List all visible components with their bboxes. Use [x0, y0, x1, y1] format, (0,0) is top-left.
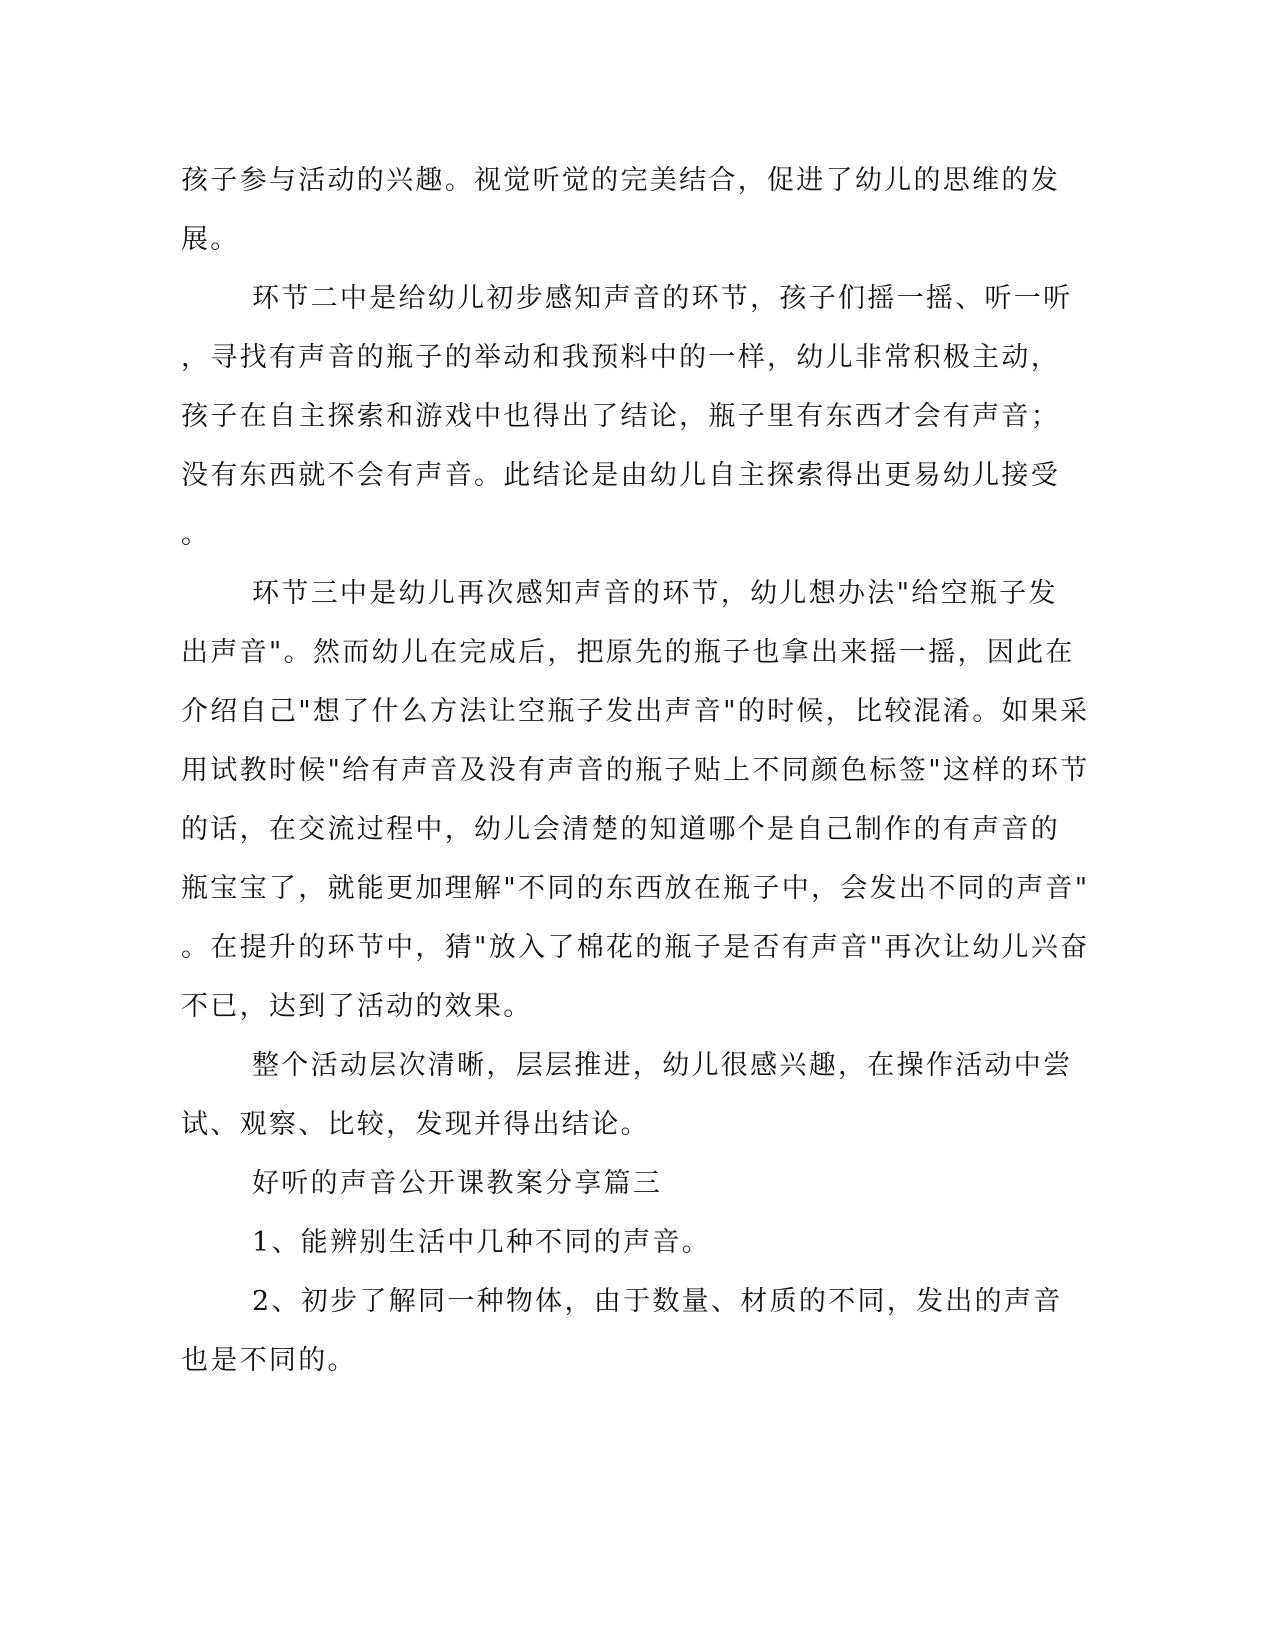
- text-line: 出声音"。然而幼儿在完成后，把原先的瓶子也拿出来摇一摇，因此在: [181, 637, 1075, 668]
- text-line: 孩子参与活动的兴趣。视觉听觉的完美结合，促进了幼儿的思维的发: [181, 165, 1060, 196]
- text-line: 。: [181, 519, 211, 550]
- text-line: 不已，达到了活动的效果。: [181, 991, 533, 1022]
- text-line: 。在提升的环节中，猜"放入了棉花的瓶子是否有声音"再次让幼儿兴奋: [181, 932, 1090, 963]
- text-line: ，寻找有声音的瓶子的举动和我预料中的一样，幼儿非常积极主动，: [181, 342, 1060, 373]
- text-line: 没有东西就不会有声音。此结论是由幼儿自主探索得出更易幼儿接受: [181, 460, 1060, 491]
- text-line: 用试教时候"给有声音及没有声音的瓶子贴上不同颜色标签"这样的环节: [181, 755, 1090, 786]
- text-line: 瓶宝宝了，就能更加理解"不同的东西放在瓶子中，会发出不同的声音": [181, 873, 1090, 904]
- text-line: 孩子在自主探索和游戏中也得出了结论，瓶子里有东西才会有声音；: [181, 401, 1060, 432]
- text-line: 也是不同的。: [181, 1345, 357, 1376]
- text-line: 介绍自己"想了什么方法让空瓶子发出声音"的时候，比较混淆。如果采: [181, 696, 1090, 727]
- text-line: 试、观察、比较，发现并得出结论。: [181, 1109, 650, 1140]
- list-item: 1、能辨别生活中几种不同的声音。: [252, 1227, 711, 1258]
- text-line: 整个活动层次清晰，层层推进，幼儿很感兴趣，在操作活动中尝: [252, 1050, 1073, 1081]
- section-heading: 好听的声音公开课教案分享篇三: [252, 1168, 663, 1199]
- list-item: 2、初步了解同一种物体，由于数量、材质的不同，发出的声音: [252, 1286, 1063, 1317]
- text-line: 环节二中是给幼儿初步感知声音的环节，孩子们摇一摇、听一听: [252, 283, 1073, 314]
- text-line: 展。: [181, 224, 240, 255]
- text-line: 环节三中是幼儿再次感知声音的环节，幼儿想办法"给空瓶子发: [252, 578, 1058, 609]
- text-line: 的话，在交流过程中，幼儿会清楚的知道哪个是自己制作的有声音的: [181, 814, 1060, 845]
